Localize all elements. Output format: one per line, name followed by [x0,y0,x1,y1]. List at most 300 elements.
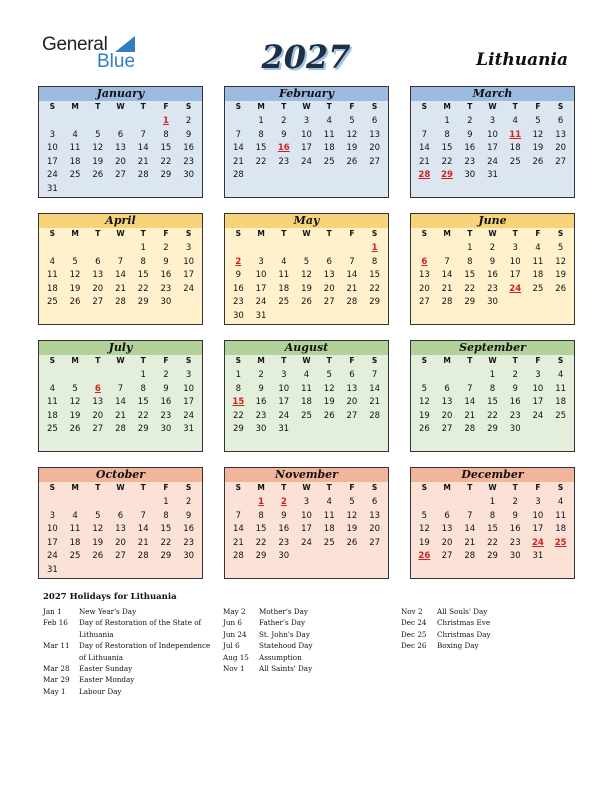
day-number: 13 [441,397,453,408]
day-number: 24 [487,156,498,167]
month-july [38,340,203,452]
day-number: 11 [555,383,567,394]
weekday-label: F [535,102,541,111]
weekday-header [411,101,574,113]
weekday-label: S [185,356,192,365]
day-number: 12 [346,129,358,140]
empty-day-cell [64,496,87,510]
day-number: 24 [301,537,312,548]
day-number: 8 [140,256,146,267]
day-number: 21 [346,283,358,294]
day-number: 18 [555,397,567,408]
weekday-label: S [421,102,428,111]
day-grid [39,240,202,310]
empty-day-cell [272,242,295,256]
day-number: 16 [160,270,172,281]
month-november [224,467,389,579]
holiday-name: All Saints' Day [259,664,313,674]
day-number: 19 [69,283,81,294]
holiday-day: 26 [418,551,431,562]
holiday-name: St. John's Day [259,629,310,639]
holiday-date: Aug 15 [223,652,249,662]
weekday-label: T [467,483,473,492]
day-number: 1 [489,370,496,380]
day-number: 19 [323,397,335,408]
day-number: 29 [160,170,172,181]
day-number: 4 [72,129,78,140]
holiday-name: New Year's Day [79,607,137,616]
day-number: 2 [467,116,473,126]
day-number: 30 [255,424,267,435]
day-number: 19 [92,537,104,548]
weekday-label: S [371,102,378,111]
day-number: 17 [532,397,544,408]
day-number: 17 [301,524,312,535]
day-number: 31 [532,551,544,562]
day-number: 22 [255,156,267,167]
weekday-label: M [71,356,79,365]
day-number: 24 [301,156,312,167]
day-number: 29 [464,297,476,308]
empty-day-cell [227,496,250,510]
day-number: 25 [69,170,81,181]
holiday-date: Dec 26 [401,641,427,651]
weekday-label: F [349,483,355,492]
empty-day-cell [227,115,250,129]
day-number: 7 [140,129,146,140]
weekday-label: F [535,356,541,365]
day-number: 23 [487,283,498,294]
day-number: 5 [95,129,101,140]
day-number: 22 [137,410,149,421]
day-number: 14 [115,270,126,281]
holiday-date: Jun 6 [223,618,242,628]
day-number: 8 [163,510,169,521]
month-january [38,86,203,198]
weekday-label: S [235,102,242,111]
weekday-label: F [535,229,541,238]
holiday-day: 15 [232,397,245,408]
day-number: 12 [323,383,335,394]
day-number: 13 [115,143,126,154]
weekday-label: T [512,483,518,492]
day-number: 6 [117,510,124,521]
day-number: 28 [441,297,453,308]
holiday-date: Mar 11 [43,641,70,651]
day-number: 12 [92,143,104,154]
day-number: 4 [49,256,56,267]
day-number: 5 [421,383,428,394]
day-number: 24 [183,410,195,421]
day-number: 23 [160,283,172,294]
day-number: 25 [509,156,521,167]
day-number: 3 [535,370,541,380]
day-number: 22 [464,283,476,294]
day-number: 15 [441,143,453,154]
holiday-day: 6 [421,256,428,267]
empty-day-cell [86,369,109,383]
day-number: 11 [69,143,81,154]
day-number: 15 [255,524,267,535]
day-number: 17 [255,283,267,294]
day-number: 27 [555,156,567,167]
day-number: 5 [421,510,428,521]
day-number: 25 [46,297,58,308]
day-number: 11 [555,510,567,521]
month-february [224,86,389,198]
day-number: 19 [555,270,567,281]
weekday-label: W [302,483,311,492]
day-number: 8 [163,129,169,140]
day-number: 3 [281,370,287,380]
month-title: November [225,468,388,482]
day-number: 4 [535,243,541,253]
weekday-label: T [140,356,146,365]
weekday-label: F [163,102,169,111]
day-number: 31 [255,310,267,321]
holiday-column [43,606,211,697]
day-number: 12 [69,397,81,408]
weekday-label: M [443,229,451,238]
holiday-name: Assumption [259,652,302,662]
day-grid [411,113,574,183]
day-number: 18 [301,397,312,408]
day-number: 7 [421,129,428,140]
month-title: June [411,214,574,228]
weekday-label: W [116,229,125,238]
weekday-label: W [488,356,497,365]
empty-day-cell [413,369,436,383]
day-number: 20 [115,156,126,167]
day-number: 25 [323,156,335,167]
day-number: 13 [92,397,104,408]
holiday-entry [43,674,211,685]
day-number: 25 [532,283,544,294]
weekday-label: F [349,102,355,111]
day-number: 18 [323,143,335,154]
day-number: 10 [278,383,290,394]
weekday-label: M [257,229,265,238]
holiday-name: Mother's Day [259,607,308,616]
day-number: 29 [255,551,267,562]
day-number: 5 [535,116,541,126]
holiday-entry [223,606,373,617]
holiday-day: 1 [371,243,378,253]
day-number: 4 [512,116,518,126]
day-grid [411,367,574,437]
month-september [410,340,575,452]
day-number: 7 [371,370,378,380]
weekday-label: S [421,483,428,492]
weekday-label: T [140,483,146,492]
day-number: 28 [346,297,358,308]
day-number: 22 [160,537,172,548]
day-number: 6 [444,383,450,394]
holiday-date: Nov 2 [401,607,423,616]
logo-general-text: General [42,34,108,55]
weekday-label: S [371,356,378,365]
day-number: 10 [46,143,58,154]
weekday-label: S [185,229,192,238]
weekday-label: T [326,102,332,111]
holiday-entry [43,686,211,697]
day-number: 5 [72,383,78,394]
day-number: 16 [255,397,267,408]
day-number: 8 [258,510,264,521]
weekday-label: S [49,483,56,492]
holiday-date: Feb 16 [43,618,68,628]
logo-blue-text: Blue [97,51,136,72]
holiday-date: Mar 29 [43,675,70,685]
day-number: 22 [441,156,453,167]
day-number: 5 [95,510,101,521]
holiday-day: 2 [235,256,242,267]
weekday-label: S [235,356,242,365]
day-number: 19 [532,143,544,154]
day-number: 20 [441,537,453,548]
day-number: 4 [326,497,332,507]
day-number: 3 [303,497,310,507]
weekday-label: F [349,356,355,365]
empty-day-cell [436,369,459,383]
day-number: 17 [278,397,290,408]
weekday-label: W [302,356,311,365]
day-number: 6 [326,256,332,267]
day-grid [225,494,388,564]
day-number: 4 [281,256,287,267]
day-number: 26 [92,551,104,562]
month-august [224,340,389,452]
day-number: 15 [137,270,149,281]
month-title: July [39,341,202,355]
weekday-label: S [557,102,564,111]
day-number: 17 [509,270,521,281]
day-number: 10 [509,256,521,267]
day-number: 16 [509,397,521,408]
day-number: 27 [441,551,453,562]
day-number: 3 [535,497,541,507]
day-number: 20 [369,524,381,535]
weekday-label: S [371,229,378,238]
weekday-header [225,355,388,367]
weekday-label: T [95,356,101,365]
day-number: 30 [509,551,521,562]
day-number: 26 [555,283,567,294]
day-number: 24 [278,410,290,421]
weekday-label: F [163,483,169,492]
day-number: 10 [46,524,58,535]
holiday-entry [401,640,551,651]
day-number: 26 [346,156,358,167]
day-number: 22 [137,283,149,294]
day-grid [39,494,202,578]
day-number: 20 [323,283,335,294]
day-number: 24 [46,551,58,562]
holiday-column [401,606,551,652]
day-number: 2 [489,243,496,253]
day-number: 9 [281,129,287,140]
month-title: January [39,87,202,101]
day-number: 6 [349,370,355,380]
day-number: 21 [232,537,244,548]
day-number: 25 [278,297,290,308]
day-number: 17 [46,537,58,548]
weekday-label: M [71,229,79,238]
empty-day-cell [458,369,481,383]
day-number: 27 [441,424,453,435]
day-grid [39,367,202,437]
holiday-name: Labour Day [79,686,122,696]
day-number: 1 [140,243,146,253]
day-number: 8 [467,256,473,267]
holiday-name: Easter Sunday [79,664,133,674]
weekday-label: T [281,102,287,111]
day-number: 3 [49,129,56,140]
day-number: 4 [49,383,56,394]
logo-triangle-icon [115,36,135,52]
day-number: 14 [115,397,126,408]
holiday-day: 25 [554,537,567,548]
holiday-day: 24 [509,283,522,294]
weekday-header [225,482,388,494]
month-april [38,213,203,325]
day-number: 14 [346,270,358,281]
weekday-label: S [185,102,192,111]
day-number: 4 [557,370,564,380]
day-number: 2 [512,370,518,380]
day-number: 12 [346,510,358,521]
weekday-label: S [421,356,428,365]
day-number: 28 [115,297,126,308]
weekday-header [39,228,202,240]
weekday-label: S [421,229,428,238]
empty-day-cell [413,242,436,256]
month-june [410,213,575,325]
day-number: 7 [140,510,146,521]
weekday-label: T [326,356,332,365]
day-number: 16 [183,524,195,535]
day-number: 5 [326,370,332,380]
day-number: 9 [163,256,169,267]
day-number: 2 [163,243,169,253]
day-number: 24 [532,410,544,421]
day-number: 27 [92,297,104,308]
weekday-label: M [257,483,265,492]
day-number: 6 [371,497,378,507]
empty-day-cell [436,496,459,510]
weekday-header [39,101,202,113]
day-number: 19 [346,524,358,535]
holiday-name: All Souls' Day [437,607,488,616]
day-number: 4 [303,370,310,380]
empty-day-cell [250,242,273,256]
day-number: 10 [532,510,544,521]
day-number: 12 [92,524,104,535]
day-number: 1 [444,116,450,126]
day-number: 3 [489,116,496,126]
day-number: 30 [509,424,521,435]
day-number: 30 [183,170,195,181]
weekday-label: M [443,102,451,111]
day-number: 14 [137,143,149,154]
empty-day-cell [86,115,109,129]
day-number: 23 [509,410,521,421]
day-number: 31 [278,424,290,435]
day-number: 28 [232,170,244,181]
month-title: April [39,214,202,228]
weekday-label: S [49,102,56,111]
day-number: 13 [346,383,358,394]
day-number: 2 [258,370,264,380]
day-number: 11 [69,524,81,535]
day-number: 30 [160,424,172,435]
empty-day-cell [132,496,155,510]
day-number: 22 [369,283,381,294]
day-number: 18 [278,283,290,294]
day-number: 1 [489,497,496,507]
day-number: 9 [185,129,192,140]
day-number: 10 [487,129,498,140]
holiday-entry [43,617,211,640]
day-number: 2 [281,116,287,126]
weekday-label: T [140,102,146,111]
day-number: 23 [160,410,172,421]
day-number: 18 [46,283,58,294]
day-number: 15 [160,143,172,154]
weekday-label: W [488,483,497,492]
day-number: 20 [346,397,358,408]
day-number: 23 [183,156,195,167]
holiday-day: 11 [509,129,522,140]
weekday-label: M [443,356,451,365]
day-number: 31 [46,183,58,194]
holiday-entry [43,640,211,663]
day-number: 19 [418,537,430,548]
day-number: 30 [183,551,195,562]
day-number: 18 [46,410,58,421]
day-number: 9 [235,270,242,281]
empty-day-cell [109,242,132,256]
weekday-header [411,482,574,494]
holiday-name: Day of Restoration of Independence of Lithuania [79,641,211,662]
day-number: 23 [464,156,476,167]
day-number: 13 [418,270,430,281]
day-grid [411,240,574,310]
day-number: 31 [46,564,58,575]
day-number: 29 [369,297,381,308]
holiday-date: Dec 25 [401,629,427,639]
day-number: 20 [92,283,104,294]
weekday-label: T [140,229,146,238]
day-number: 9 [489,256,496,267]
empty-day-cell [86,242,109,256]
empty-day-cell [64,115,87,129]
weekday-label: S [557,229,564,238]
weekday-label: W [302,229,311,238]
generalblue-logo [42,34,142,72]
empty-day-cell [318,242,341,256]
day-number: 15 [464,270,476,281]
day-number: 1 [235,370,242,380]
holiday-list [43,592,583,696]
day-number: 30 [160,297,172,308]
day-number: 22 [232,410,244,421]
weekday-label: M [71,102,79,111]
weekday-header [39,482,202,494]
day-number: 21 [137,537,149,548]
weekday-label: T [326,229,332,238]
weekday-label: T [281,229,287,238]
